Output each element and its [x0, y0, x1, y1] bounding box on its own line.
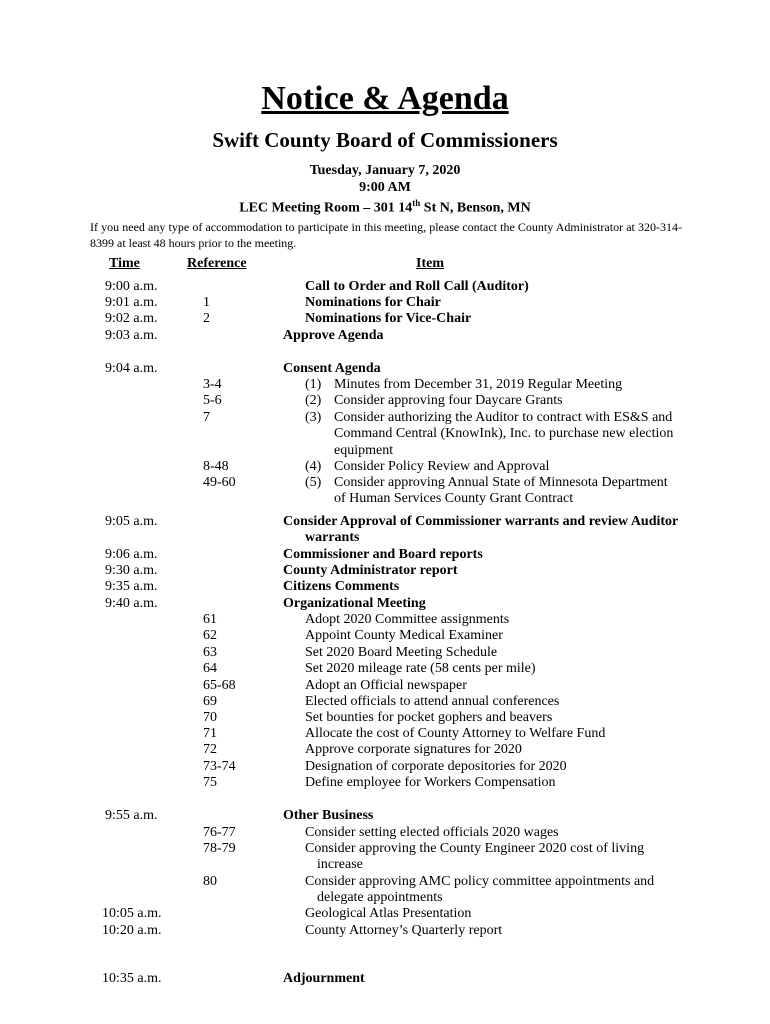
time-cell: 9:40 a.m. [105, 596, 158, 611]
item-cell: Approve Agenda [283, 328, 384, 343]
item-cell: Organizational Meeting [283, 596, 426, 611]
item-cell: Consider authorizing the Auditor to contract with ES&S and [334, 410, 673, 425]
item-cell: increase [317, 857, 363, 872]
item-cell: warrants [305, 530, 360, 545]
time-cell: 10:05 a.m. [102, 906, 162, 921]
reference-cell: 62 [203, 628, 217, 643]
item-cell: Approve corporate signatures for 2020 [305, 742, 522, 757]
header-reference: Reference [187, 256, 247, 271]
reference-cell: 1 [203, 295, 210, 310]
item-number: (1) [305, 377, 322, 392]
item-cell: County Administrator report [283, 563, 458, 578]
item-cell: Set 2020 Board Meeting Schedule [305, 645, 498, 660]
time-cell: 9:35 a.m. [105, 579, 158, 594]
reference-cell: 61 [203, 612, 217, 627]
location-suffix: St N, Benson, MN [420, 200, 531, 216]
item-cell: Consider approving four Daycare Grants [334, 393, 563, 408]
reference-cell: 73-74 [203, 759, 236, 774]
reference-cell: 65-68 [203, 678, 236, 693]
time-cell: 9:05 a.m. [105, 514, 158, 529]
item-cell: Consider approving AMC policy committee appointments and [305, 874, 655, 889]
reference-cell: 80 [203, 874, 217, 889]
item-cell: Consider approving the County Engineer 2020 cost of living [305, 841, 645, 856]
reference-cell: 76-77 [203, 825, 236, 840]
reference-cell: 69 [203, 694, 217, 709]
time-cell: 9:55 a.m. [105, 808, 158, 823]
reference-cell: 78-79 [203, 841, 236, 856]
reference-cell: 49-60 [203, 475, 236, 490]
item-cell: Designation of corporate depositories for 2020 [305, 759, 567, 774]
time-cell: 10:35 a.m. [102, 971, 162, 986]
location-superscript: th [412, 198, 421, 208]
item-cell: Adopt an Official newspaper [305, 678, 467, 693]
item-cell: Geological Atlas Presentation [305, 906, 472, 921]
reference-cell: 63 [203, 645, 217, 660]
reference-cell: 64 [203, 661, 217, 676]
item-cell: Nominations for Vice-Chair [305, 311, 472, 326]
item-cell: Consider Approval of Commissioner warrants and review Auditor [283, 514, 679, 529]
item-cell: County Attorney’s Quarterly report [305, 923, 503, 938]
item-cell: Set 2020 mileage rate (58 cents per mile) [305, 661, 536, 676]
item-number: (4) [305, 459, 322, 474]
time-cell: 9:02 a.m. [105, 311, 158, 326]
item-cell: Set bounties for pocket gophers and beavers [305, 710, 553, 725]
meeting-time: 9:00 AM [359, 180, 411, 195]
item-cell: Appoint County Medical Examiner [305, 628, 503, 643]
item-cell: Consider Policy Review and Approval [334, 459, 550, 474]
item-cell: Minutes from December 31, 2019 Regular Meeting [334, 377, 623, 392]
reference-cell: 75 [203, 775, 217, 790]
item-cell: Consider setting elected officials 2020 wages [305, 825, 559, 840]
item-number: (3) [305, 410, 322, 425]
item-cell: Adjournment [283, 971, 365, 986]
item-number: (5) [305, 475, 322, 490]
item-cell: Command Central (KnowInk), Inc. to purchase new election [334, 426, 674, 441]
item-cell: Adopt 2020 Committee assignments [305, 612, 510, 627]
header-time: Time [109, 256, 140, 271]
item-cell: of Human Services County Grant Contract [334, 491, 574, 506]
time-cell: 9:00 a.m. [105, 279, 158, 294]
item-cell: Call to Order and Roll Call (Auditor) [305, 279, 529, 294]
reference-cell: 2 [203, 311, 210, 326]
item-cell: equipment [334, 443, 394, 458]
time-cell: 9:03 a.m. [105, 328, 158, 343]
item-cell: Consider approving Annual State of Minnesota Department [334, 475, 668, 490]
time-cell: 10:20 a.m. [102, 923, 162, 938]
item-number: (2) [305, 393, 322, 408]
time-cell: 9:30 a.m. [105, 563, 158, 578]
item-cell: Commissioner and Board reports [283, 547, 483, 562]
item-cell: Other Business [283, 808, 374, 823]
location-prefix: LEC Meeting Room – 301 14 [239, 200, 413, 216]
item-cell: Allocate the cost of County Attorney to Welfare Fund [305, 726, 606, 741]
item-cell: delegate appointments [317, 890, 443, 905]
item-cell: Consent Agenda [283, 361, 381, 376]
time-cell: 9:01 a.m. [105, 295, 158, 310]
board-name: Swift County Board of Commissioners [212, 128, 558, 152]
header-item: Item [416, 256, 444, 271]
item-cell: Citizens Comments [283, 579, 400, 594]
reference-cell: 3-4 [203, 377, 222, 392]
item-cell: Define employee for Workers Compensation [305, 775, 556, 790]
reference-cell: 70 [203, 710, 217, 725]
time-cell: 9:04 a.m. [105, 361, 158, 376]
meeting-date: Tuesday, January 7, 2020 [309, 163, 461, 178]
reference-cell: 72 [203, 742, 217, 757]
accommodation-notice: If you need any type of accommodation to participate in this meeting, please contact the County Administrator at 320-314-8399 at least 48 hours prior to the meeting. [90, 220, 682, 250]
time-cell: 9:06 a.m. [105, 547, 158, 562]
reference-cell: 5-6 [203, 393, 222, 408]
item-cell: Elected officials to attend annual conferences [305, 694, 560, 709]
page-title: Notice & Agenda [261, 80, 509, 117]
reference-cell: 71 [203, 726, 217, 741]
meeting-location [0, 198, 770, 217]
item-cell: Nominations for Chair [305, 295, 441, 310]
reference-cell: 8-48 [203, 459, 229, 474]
reference-cell: 7 [203, 410, 210, 425]
